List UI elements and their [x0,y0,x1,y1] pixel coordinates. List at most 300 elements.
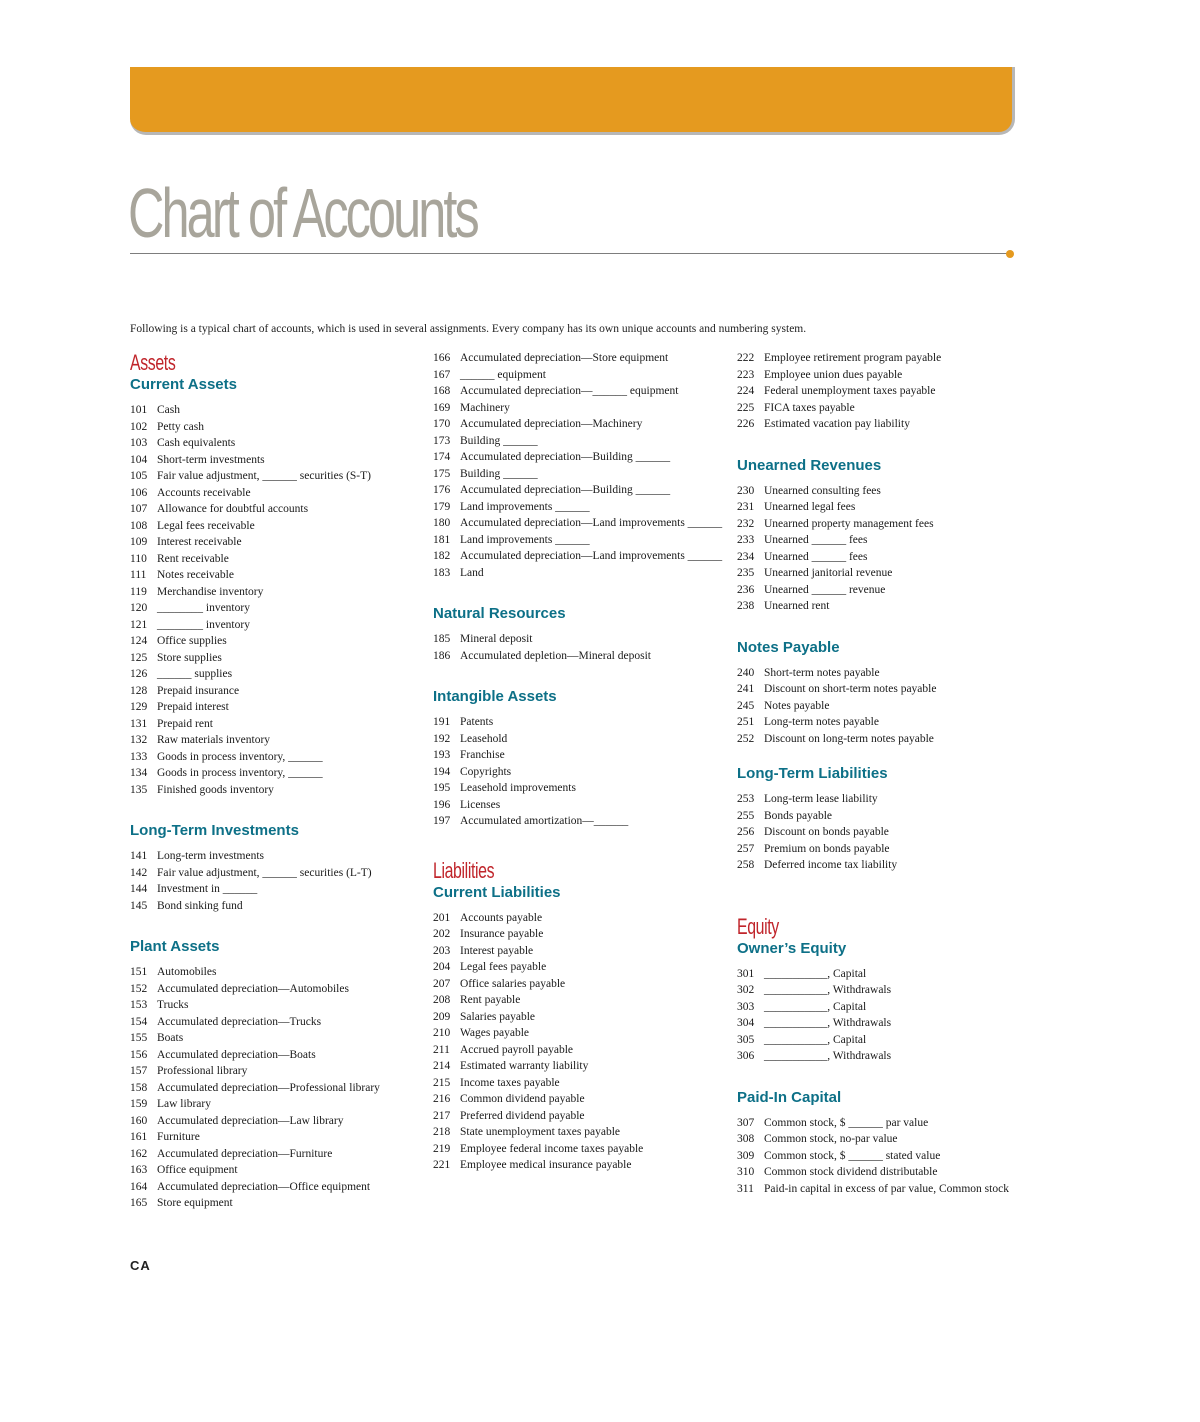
account-name: Preferred dividend payable [460,1109,585,1122]
account-name: Merchandise inventory [157,585,264,598]
account-number: 162 [130,1147,148,1160]
account-number: 214 [433,1060,451,1072]
section-heading: Intangible Assets [433,688,557,705]
account-number: 152 [130,982,148,995]
account-name: Accumulated depreciation—Building ______ [460,451,671,463]
account-number: 102 [130,420,148,433]
account-name: Employee union dues payable [764,368,903,381]
account-name: Cash equivalents [157,437,236,449]
account-row [737,698,1027,715]
account-number: 165 [130,1197,148,1209]
account-row [130,1195,420,1212]
account-row [433,926,723,943]
account-row [130,419,420,436]
account-row [433,1075,723,1092]
account-name: Common stock, no-par value [764,1133,898,1145]
account-number: 194 [433,765,451,778]
account-number: 174 [433,451,451,463]
account-row [433,1058,723,1075]
account-name: Accumulated depreciation—Store equipment [460,352,669,364]
account-row [433,1009,723,1026]
account-name: Finished goods inventory [157,783,274,796]
account-number: 233 [737,534,755,546]
account-row [433,648,723,665]
account-number: 215 [433,1076,451,1089]
section-heading: Current Liabilities [433,883,561,901]
section-heading: Paid-In Capital [737,1088,842,1106]
account-name: Trucks [157,999,189,1011]
account-row [737,982,1027,999]
account-row [737,714,1027,731]
section-heading: Owner’s Equity [737,939,847,957]
account-row [737,483,1027,500]
account-number: 157 [130,1065,148,1077]
account-name: Long-term notes payable [764,716,879,728]
account-name: Interest receivable [157,536,242,548]
account-name: Short-term investments [157,453,265,466]
major-heading: Liabilities [433,857,495,883]
top-banner [130,67,1015,135]
account-name: Land [460,566,484,579]
account-row [737,383,1027,400]
account-name: Accumulated depreciation—Professional library [157,1081,380,1094]
account-name: Unearned legal fees [764,501,856,513]
account-name: Deferred income tax liability [764,859,898,871]
account-row [130,518,420,535]
section-heading: Notes Payable [737,638,840,656]
account-name: Unearned property management fees [764,517,934,530]
account-number: 245 [737,699,755,712]
account-name: Common stock, $ ______ par value [764,1116,929,1129]
account-row [130,452,420,469]
account-name: Legal fees receivable [157,519,255,532]
account-row [130,1146,420,1163]
rule-dot [1006,250,1014,258]
account-number: 128 [130,684,148,697]
account-section [737,765,1027,874]
account-row [737,582,1027,599]
account-number: 238 [737,600,755,612]
account-name: Law library [157,1098,211,1110]
account-row [433,910,723,927]
account-number: 132 [130,734,148,746]
account-number: 166 [433,352,451,364]
account-name: ___________, Withdrawals [764,984,892,996]
section-heading: Long-Term Liabilities [737,765,888,782]
account-name: Insurance payable [460,928,544,940]
account-name: Unearned consulting fees [764,484,881,497]
account-name: Building ______ [460,467,538,480]
account-row [433,565,723,582]
account-number: 142 [130,866,148,879]
account-name: Land improvements ______ [460,500,590,513]
account-number: 129 [130,701,148,713]
account-name: Leasehold [460,732,508,745]
account-name: Unearned janitorial revenue [764,567,893,579]
account-number: 182 [433,550,451,562]
account-number: 310 [737,1166,755,1178]
account-number: 207 [433,977,451,990]
account-name: Franchise [460,749,505,761]
account-number: 107 [130,503,148,515]
account-name: Accumulated depreciation—Land improvements ______ [460,550,723,562]
account-row [737,565,1027,582]
account-row [130,435,420,452]
account-section [737,914,1027,1065]
account-section [737,457,1027,615]
account-name: Goods in process inventory, ______ [157,750,323,763]
account-name: Common stock, $ ______ stated value [764,1149,941,1162]
account-number: 307 [737,1116,755,1129]
account-row [433,449,723,466]
account-row [433,1108,723,1125]
account-row [433,532,723,549]
account-row [130,633,420,650]
account-row [737,1181,1027,1198]
account-row [130,1096,420,1113]
account-row [433,747,723,764]
account-name: Long-term investments [157,850,264,862]
account-row [130,1162,420,1179]
account-number: 303 [737,1000,755,1013]
account-row [130,865,420,882]
account-name: FICA taxes payable [764,401,855,414]
account-number: 232 [737,517,755,530]
account-row [737,966,1027,983]
account-row [737,367,1027,384]
account-name: Discount on short-term notes payable [764,683,937,695]
account-row [433,631,723,648]
account-row [130,1113,420,1130]
account-name: Short-term notes payable [764,666,880,679]
account-number: 175 [433,467,451,480]
account-row [433,813,723,830]
account-row [130,683,420,700]
account-row [433,714,723,731]
account-row [737,598,1027,615]
account-number: 161 [130,1131,148,1143]
account-name: Professional library [157,1065,248,1077]
account-name: Store equipment [157,1197,233,1209]
account-name: Allowance for doubtful accounts [157,503,309,515]
account-name: Legal fees payable [460,961,547,973]
account-row [737,1131,1027,1148]
account-name: Notes payable [764,699,830,712]
account-number: 104 [130,453,148,466]
account-row [433,416,723,433]
account-number: 230 [737,484,755,497]
account-row [130,898,420,915]
account-row [433,466,723,483]
account-number: 101 [130,404,148,416]
account-row [737,1115,1027,1132]
account-number: 255 [737,809,755,822]
account-number: 179 [433,500,451,513]
account-section [433,688,723,830]
account-row [130,881,420,898]
section-heading: Unearned Revenues [737,456,882,474]
account-row [737,549,1027,566]
section-heading: Current Assets [130,376,237,393]
account-row [433,959,723,976]
account-number: 156 [130,1048,148,1061]
account-row [130,765,420,782]
account-number: 180 [433,517,451,529]
account-number: 253 [737,793,755,805]
account-row [130,584,420,601]
account-number: 144 [130,883,148,895]
account-name: Accumulated depreciation—Building ______ [460,484,671,496]
account-number: 306 [737,1050,755,1062]
account-name: Mineral deposit [460,633,533,645]
account-name: Accumulated depreciation—Machinery [460,418,643,430]
account-number: 302 [737,984,755,996]
account-number: 309 [737,1149,755,1162]
account-row [737,791,1027,808]
account-row [737,400,1027,417]
account-number: 163 [130,1164,148,1176]
account-number: 311 [737,1182,754,1195]
account-number: 195 [433,782,451,794]
account-row [433,780,723,797]
account-row [433,992,723,1009]
account-name: Patents [460,716,494,728]
account-name: Accounts receivable [157,486,251,499]
account-name: Cash [157,404,180,416]
account-name: Employee federal income taxes payable [460,1142,644,1155]
major-heading: Equity [737,913,779,939]
account-name: Wages payable [460,1027,529,1039]
account-number: 168 [433,385,451,397]
account-number: 185 [433,633,451,645]
account-name: Unearned ______ fees [764,550,868,563]
account-section [737,350,1027,433]
account-row [130,551,420,568]
account-number: 164 [130,1180,148,1193]
account-row [130,1063,420,1080]
account-row [737,681,1027,698]
account-row [130,997,420,1014]
account-name: ___________, Withdrawals [764,1017,892,1029]
account-number: 131 [130,717,148,730]
account-number: 204 [433,961,451,973]
account-name: Furniture [157,1131,200,1143]
account-row [130,848,420,865]
account-name: ___________, Capital [764,967,867,980]
account-number: 226 [737,418,755,430]
account-row [433,1042,723,1059]
account-row [130,534,420,551]
account-name: Employee medical insurance payable [460,1159,632,1171]
account-name: ___________, Capital [764,1000,867,1013]
account-number: 110 [130,552,147,565]
intro-text: Following is a typical chart of accounts, which is used in several assignments. Every company has its own unique accounts and numbering system. [130,323,807,335]
account-name: Estimated warranty liability [460,1060,589,1072]
account-name: Fair value adjustment, ______ securities (S-T) [157,470,371,482]
account-section [433,350,723,581]
account-name: Prepaid interest [157,701,229,713]
account-name: Investment in ______ [157,883,258,895]
account-row [433,400,723,417]
account-row [737,1048,1027,1065]
account-name: ________ inventory [157,602,250,614]
account-name: Office supplies [157,635,227,647]
account-number: 308 [737,1133,755,1145]
account-number: 134 [130,767,148,779]
account-section [130,938,420,1212]
account-row [433,1124,723,1141]
account-number: 120 [130,602,148,614]
account-name: Raw materials inventory [157,734,271,746]
account-row [737,731,1027,748]
account-name: Store supplies [157,651,222,664]
account-number: 173 [433,434,451,447]
account-number: 257 [737,842,755,855]
account-name: Land improvements ______ [460,533,590,546]
account-section [130,350,420,798]
account-name: Accumulated depreciation—Law library [157,1114,344,1127]
section-heading: Long-Term Investments [130,822,299,839]
account-row [433,764,723,781]
account-name: Unearned rent [764,600,830,612]
account-row [433,367,723,384]
account-row [130,964,420,981]
account-number: 209 [433,1010,451,1023]
account-number: 160 [130,1114,148,1127]
account-row [130,1080,420,1097]
account-row [737,416,1027,433]
account-name: Accumulated depreciation—______ equipment [460,385,679,397]
account-row [433,499,723,516]
account-number: 145 [130,899,148,912]
account-name: Premium on bonds payable [764,842,890,855]
account-row [130,650,420,667]
account-name: Office equipment [157,1164,238,1176]
account-number: 154 [130,1015,148,1028]
account-number: 153 [130,999,148,1011]
account-number: 225 [737,401,755,414]
account-name: Accumulated depreciation—Trucks [157,1015,322,1028]
account-row [130,749,420,766]
account-row [433,433,723,450]
account-row [130,617,420,634]
account-row [130,468,420,485]
account-row [433,482,723,499]
account-number: 216 [433,1093,451,1105]
account-row [737,532,1027,549]
account-row [130,1129,420,1146]
account-section [433,858,723,1174]
account-name: Notes receivable [157,569,234,581]
account-number: 236 [737,583,755,596]
account-name: Discount on bonds payable [764,826,889,838]
account-name: Accumulated depreciation—Boats [157,1048,316,1061]
account-name: Employee retirement program payable [764,352,942,364]
account-number: 218 [433,1126,451,1138]
account-row [433,383,723,400]
account-number: 141 [130,850,148,862]
section-heading: Plant Assets [130,938,220,955]
account-number: 170 [433,418,451,430]
account-number: 106 [130,486,148,499]
account-row [130,567,420,584]
account-name: State unemployment taxes payable [460,1126,620,1138]
account-row [433,350,723,367]
account-number: 301 [737,967,755,980]
account-name: Bonds payable [764,809,833,822]
account-number: 219 [433,1142,451,1155]
account-row [433,548,723,565]
account-name: Leasehold improvements [460,782,576,794]
account-name: Machinery [460,401,510,414]
account-row [433,1091,723,1108]
account-number: 217 [433,1109,451,1122]
account-section [130,822,420,914]
account-row [130,501,420,518]
account-name: Accounts payable [460,911,543,924]
account-row [130,1179,420,1196]
account-number: 240 [737,666,755,679]
account-number: 203 [433,944,451,957]
major-heading: Assets [130,350,176,375]
account-row [130,485,420,502]
account-number: 169 [433,401,451,414]
account-name: Accumulated depletion—Mineral deposit [460,649,651,662]
account-number: 192 [433,732,451,745]
column-2 [433,350,723,1174]
account-number: 158 [130,1081,148,1094]
account-name: Rent receivable [157,552,229,565]
account-row [130,782,420,799]
account-row [737,999,1027,1016]
account-name: ______ supplies [157,668,233,680]
account-row [737,1164,1027,1181]
account-section [433,605,723,664]
account-number: 197 [433,815,451,827]
account-number: 125 [130,651,148,664]
account-number: 222 [737,352,755,364]
title-rule [130,253,1008,254]
account-name: Income taxes payable [460,1076,560,1089]
account-number: 183 [433,566,451,579]
account-name: Building ______ [460,434,538,447]
account-row [130,981,420,998]
account-name: Accumulated depreciation—Automobiles [157,982,349,995]
account-name: Long-term lease liability [764,793,878,805]
account-name: Bond sinking fund [157,899,243,912]
account-number: 109 [130,536,148,548]
account-name: Copyrights [460,765,512,778]
account-number: 202 [433,928,451,940]
account-number: 193 [433,749,451,761]
account-row [130,600,420,617]
account-number: 121 [130,618,148,631]
account-name: Accumulated depreciation—Office equipment [157,1180,371,1193]
account-number: 186 [433,649,451,662]
account-name: Federal unemployment taxes payable [764,385,936,397]
account-section [737,1089,1027,1198]
account-row [737,1148,1027,1165]
account-number: 210 [433,1027,451,1039]
account-number: 167 [433,368,451,381]
account-row [737,516,1027,533]
account-number: 181 [433,533,451,546]
account-name: Accrued payroll payable [460,1043,574,1056]
account-name: Rent payable [460,994,521,1006]
account-number: 191 [433,716,451,728]
account-name: Interest payable [460,944,534,957]
account-name: Unearned ______ fees [764,534,868,546]
